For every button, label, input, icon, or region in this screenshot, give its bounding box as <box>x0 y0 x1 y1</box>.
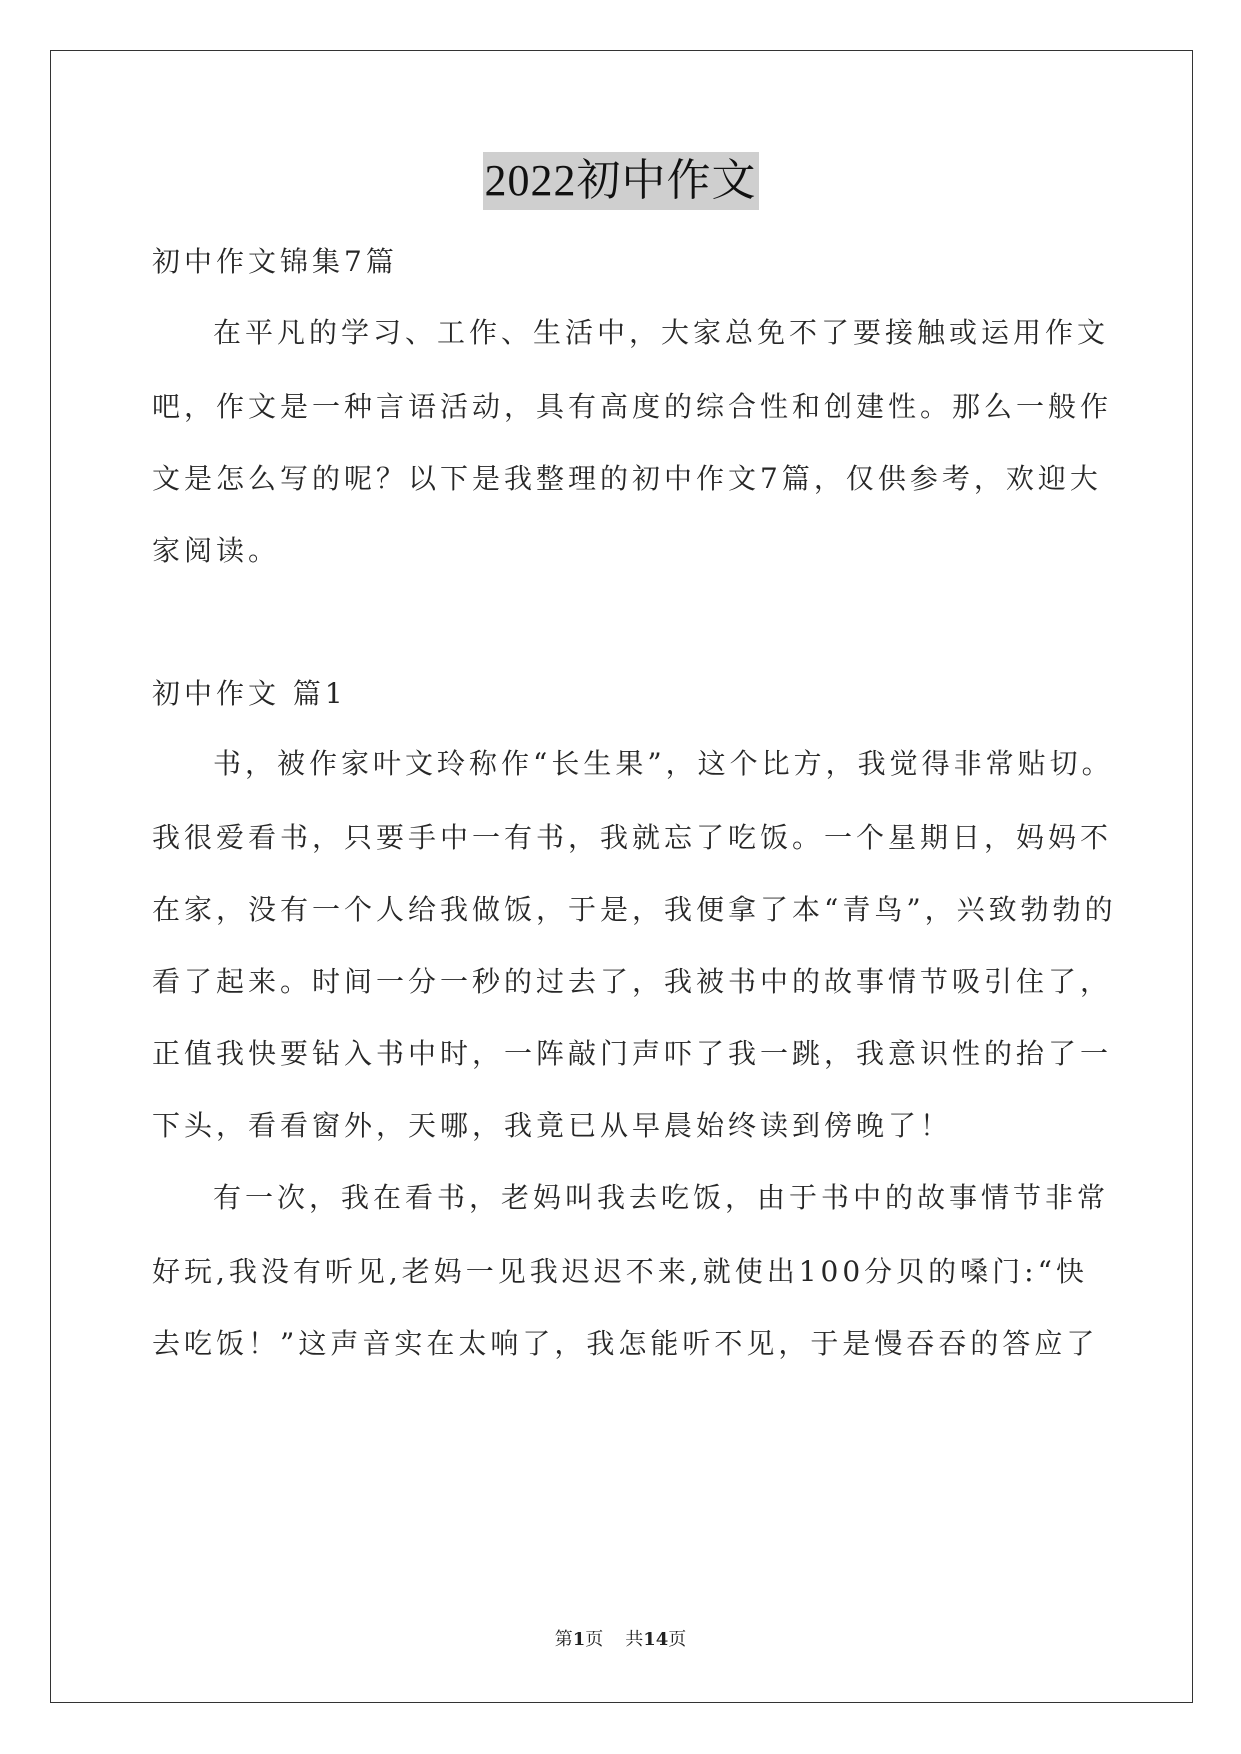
intro-line-2: 吧，作文是一种言语活动，具有高度的综合性和创建性。那么一般作 <box>152 390 1113 423</box>
paragraph1-line-4: 看了起来。时间一分一秒的过去了，我被书中的故事情节吸引住了， <box>152 965 1113 998</box>
paragraph2-line-2: 好玩,我没有听见,老妈一见我迟迟不来,就使出100分贝的嗓门:“快 <box>152 1255 1088 1288</box>
document-subtitle: 初中作文锦集7篇 <box>152 245 398 278</box>
paragraph2-line-1: 有一次，我在看书，老妈叫我去吃饭，由于书中的故事情节非常 <box>213 1181 1110 1214</box>
paragraph2-line-3: 去吃饭！”这声音实在太响了，我怎能听不见，于是慢吞吞的答应了 <box>152 1327 1099 1360</box>
paragraph1-line-2: 我很爱看书，只要手中一有书，我就忘了吃饭。一个星期日，妈妈不 <box>152 821 1113 854</box>
total-prefix: 共 <box>625 1629 644 1650</box>
paragraph1-line-3: 在家，没有一个人给我做饭，于是，我便拿了本“青鸟”，兴致勃勃的 <box>152 893 1117 926</box>
intro-line-4: 家阅读。 <box>152 534 281 567</box>
document-title: 2022初中作文 <box>483 152 759 210</box>
paragraph1-line-6: 下头，看看窗外，天哪，我竟已从早晨始终读到傍晚了！ <box>152 1109 953 1142</box>
section-heading: 初中作文 篇1 <box>152 677 347 710</box>
page-prefix: 第 <box>554 1629 573 1650</box>
paragraph1-line-1: 书，被作家叶文玲称作“长生果”，这个比方，我觉得非常贴切。 <box>213 747 1114 780</box>
page-number: 1 <box>572 1629 586 1650</box>
total-suffix: 页 <box>668 1629 687 1650</box>
total-pages: 14 <box>643 1629 669 1650</box>
paragraph1-line-5: 正值我快要钻入书中时，一阵敲门声吓了我一跳，我意识性的抬了一 <box>152 1037 1113 1070</box>
title-container <box>0 152 1241 210</box>
intro-line-1: 在平凡的学习、工作、生活中，大家总免不了要接触或运用作文 <box>213 316 1110 349</box>
page-border <box>50 50 1193 1703</box>
page-suffix: 页 <box>585 1629 604 1650</box>
page-footer <box>0 1628 1241 1652</box>
intro-line-3: 文是怎么写的呢？以下是我整理的初中作文7篇，仅供参考，欢迎大 <box>152 462 1102 495</box>
